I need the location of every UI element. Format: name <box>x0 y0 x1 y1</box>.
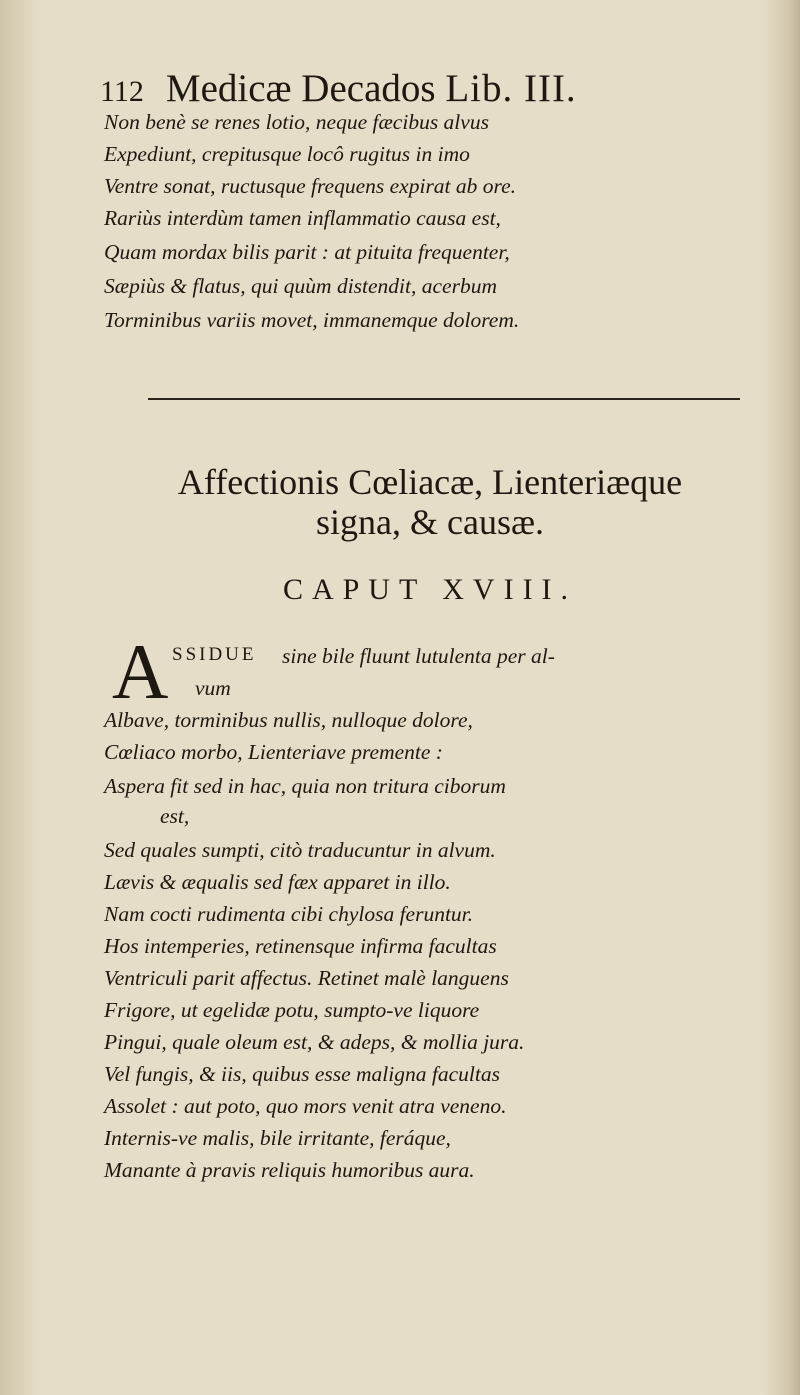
verse-line: Albave, torminibus nullis, nulloque dolore, <box>104 708 473 732</box>
drop-cap: A <box>112 628 169 715</box>
first-line: sine bile fluunt lutulenta per al- <box>282 644 555 668</box>
verse-line: Rariùs interdùm tamen inflammatio causa est, <box>104 206 501 230</box>
verse-line: Internis-ve malis, bile irritante, feráque, <box>104 1126 451 1150</box>
verse-line: Vel fungis, & iis, quibus esse maligna facultas <box>104 1062 500 1086</box>
verse-line: Sed quales sumpti, citò traducuntur in alvum. <box>104 838 496 862</box>
verse-line: Nam cocti rudimenta cibi chylosa feruntur. <box>104 902 474 926</box>
running-header <box>100 66 700 112</box>
verse-line: Frigore, ut egelidæ potu, sumpto-ve liquore <box>104 998 480 1022</box>
verse-line: est, <box>160 804 190 828</box>
page-edge-shadow <box>762 0 800 1395</box>
verse-line: Lævis & æqualis sed fæx apparet in illo. <box>104 870 451 894</box>
verse-line: Assolet : aut poto, quo mors venit atra veneno. <box>104 1094 507 1118</box>
chapter-heading: CAPUT XVIII. <box>282 573 578 606</box>
verse-line: Sæpiùs & flatus, qui quùm distendit, acerbum <box>104 274 497 298</box>
verse-line: Aspera fit sed in hac, quia non tritura ciborum <box>104 774 506 798</box>
section-title-line-2: signa, & causæ. <box>316 502 544 542</box>
verse-line: Quam mordax bilis parit : at pituita frequenter, <box>104 240 510 264</box>
verse-line: Ventriculi parit affectus. Retinet malè languens <box>104 966 509 990</box>
book-number: Lib. III. <box>445 67 577 110</box>
verse-line: Ventre sonat, ructusque frequens expirat ab ore. <box>104 174 517 198</box>
page-number: 112 <box>100 75 144 108</box>
verse-line: Expediunt, crepitusque locô rugitus in imo <box>104 142 470 166</box>
verse-line: Pingui, quale oleum est, & adeps, & mollia jura. <box>104 1030 525 1054</box>
verse-line: Cœliaco morbo, Lienteriave premente : <box>104 740 443 764</box>
section-title-line-1: Affectionis Cœliacæ, Lienteriæque <box>177 462 683 502</box>
first-word: SSIDUE <box>172 644 257 665</box>
verse-line: Hos intemperies, retinensque infirma facultas <box>104 934 497 958</box>
verse-line: Manante à pravis reliquis humoribus aura. <box>104 1158 475 1182</box>
running-title: Medicæ Decados <box>165 67 436 110</box>
section-divider <box>148 398 740 400</box>
page-gutter-shadow <box>0 0 40 1395</box>
first-line-continuation: vum <box>195 676 231 700</box>
verse-line: Torminibus variis movet, immanemque dolorem. <box>104 308 520 332</box>
verse-line: Non benè se renes lotio, neque fæcibus alvus <box>104 110 489 134</box>
